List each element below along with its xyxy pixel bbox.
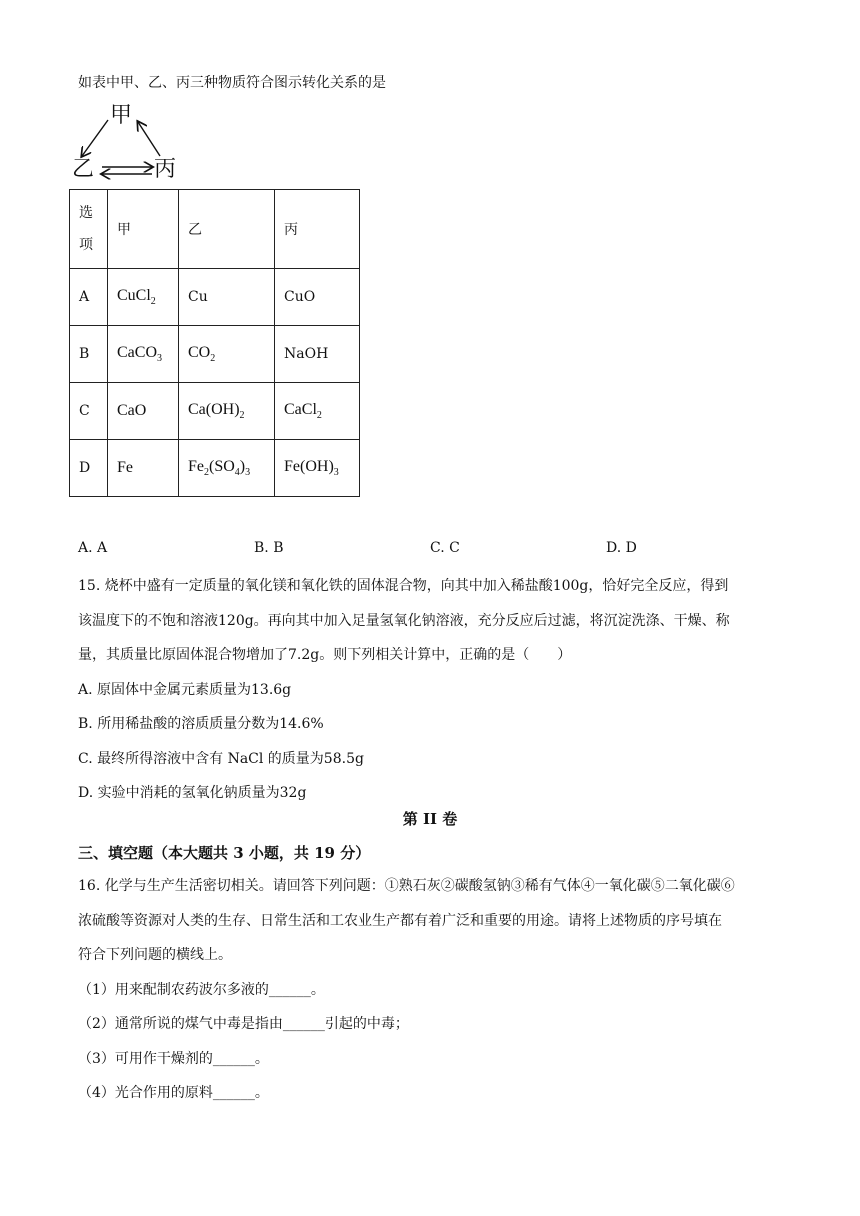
diagram-node-jia: 甲 [110,103,133,128]
formula-yi: $Ca(OH)_2$ [179,383,275,440]
table-row [70,326,360,383]
header-jia: 甲 [108,190,179,269]
q16-line: 符合下列问题的横线上。 [78,947,232,963]
formula-jia: CaCO$_3$ [108,326,179,383]
q15-option-b[interactable]: B. 所用稀盐酸的溶质质量分数为14.6% [78,716,324,732]
options-table [69,189,360,497]
arrow-bing-to-jia [138,122,160,156]
diagram-node-bing: 丙 [154,157,177,182]
table-row [70,269,360,326]
header-option: 选 项 [70,190,108,269]
formula-bing: CuO [275,269,360,326]
conversion-diagram [72,104,192,186]
q15-option-a[interactable]: A. 原固体中金属元素质量为13.6g [78,681,292,698]
answer-option-b[interactable]: B. B [254,540,284,556]
q15-option-d[interactable]: D. 实验中消耗的氢氧化钠质量为32g [78,785,307,801]
q16-sub-4: （4）光合作用的原料______。 [78,1085,269,1101]
question-15 [78,569,782,811]
arrow-jia-to-yi [82,120,108,156]
q16-sub-1: （1）用来配制农药波尔多液的______。 [78,981,325,998]
formula-yi: $Fe_2(SO_4)_3$ [179,440,275,497]
header-yi: 乙 [179,190,275,269]
formula-yi: $CO_2$ [179,326,275,383]
diagram-arrows [72,104,192,186]
question-16 [78,869,782,1111]
option-label: C [70,383,108,440]
q16-sub-3: （3）可用作干燥剂的______。 [78,1050,269,1067]
q15-line: 15. 烧杯中盛有一定质量的氧化镁和氧化铁的固体混合物，向其中加入稀盐酸100g，恰好完全反应，得到 [78,578,729,594]
section-title: 第 II 卷 [402,810,458,828]
q15-line: 量，其质量比原固体混合物增加了7.2g。则下列相关计算中，正确的是（ ） [78,647,572,663]
table-row [70,440,360,497]
formula-yi: Cu [179,269,275,326]
formula-bing: NaOH [275,326,360,383]
header-bing: 丙 [275,190,360,269]
diagram-node-yi: 乙 [72,157,95,182]
option-label: B [70,326,108,383]
q16-sub-2: （2）通常所说的煤气中毒是指由______引起的中毒； [78,1016,409,1032]
formula-jia: CaO [108,383,179,440]
table-row [70,383,360,440]
question-intro: 如表中甲、乙、丙三种物质符合图示转化关系的是 [78,75,386,91]
q16-line: 浓硫酸等资源对人类的生存、日常生活和工农业生产都有着广泛和重要的用途。请将上述物质的序号填在 [78,912,722,929]
option-label: A [70,269,108,326]
table-header-row [70,190,360,269]
answer-option-c[interactable]: C. C [430,540,460,556]
formula-bing: CaCl$_2$ [275,383,360,440]
answer-option-d[interactable]: D. D [606,540,637,556]
part-3-heading: 三、填空题（本大题共 3 小题，共 19 分） [78,844,371,862]
formula-jia: Fe [108,440,179,497]
formula-jia: CuCl$_2$ [108,269,179,326]
q16-line: 16. 化学与生产生活密切相关。请回答下列问题：①熟石灰②碳酸氢钠③稀有气体④一氧化碳⑤二氧化碳⑥ [78,878,735,894]
answer-option-a[interactable]: A. A [78,540,108,556]
q15-option-c[interactable]: C. 最终所得溶液中含有 NaCl 的质量为58.5g [78,750,364,767]
formula-bing: $Fe(OH)_3$ [275,440,360,497]
option-label: D [70,440,108,497]
q15-line: 该温度下的不饱和溶液120g。再向其中加入足量氢氧化钠溶液，充分反应后过滤，将沉淀洗涤、干燥、称 [78,612,730,629]
